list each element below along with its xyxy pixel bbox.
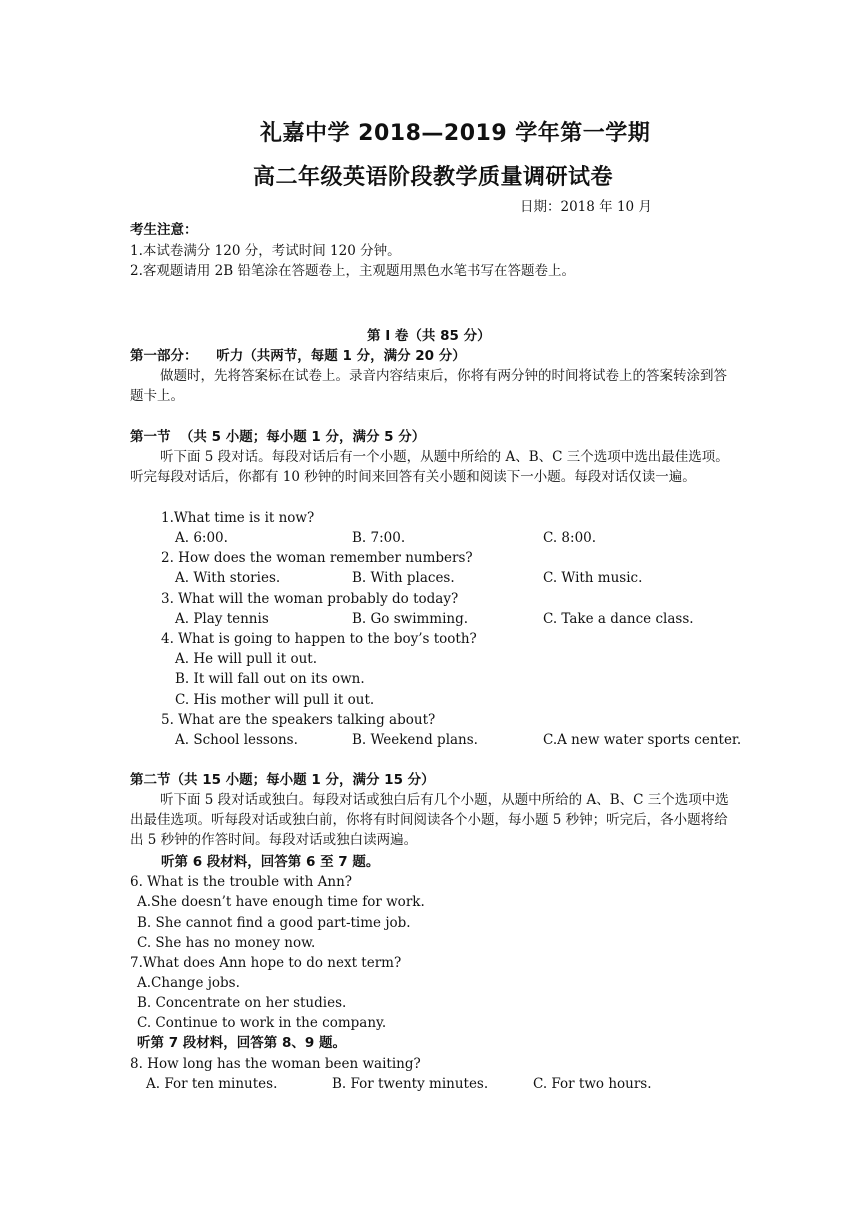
option-b: B. Go swimming. [352,611,469,627]
section2-heading: 第二节（共 15 小题；每小题 1 分，满分 15 分） [130,772,435,788]
option-c: C. For two hours. [533,1076,652,1092]
part1-instruction: 做题时，先将答案标在试卷上。录音内容结束后，你将有两分钟的时间将试卷上的答案转涂到答题卡上。 [130,368,727,405]
option-c: C.A new water sports center. [543,732,742,748]
volume-title: 第 I 卷（共 85 分） [367,328,491,344]
question-2-options [0,568,860,588]
question-3: 3. What will the woman probably do today? [161,591,459,607]
question-4: 4. What is going to happen to the boy’s tooth? [161,631,477,647]
question-6-option-b: B. She cannot find a good part-time job. [137,915,411,931]
exam-title-line1: 礼嘉中学 2018—2019 学年第一学期 [260,121,651,146]
option-b: B. 7:00. [352,530,406,546]
option-a: A. School lessons. [175,732,298,748]
question-4-option-c: C. His mother will pull it out. [175,692,375,708]
option-a: A. Play tennis [175,611,269,627]
notice-heading: 考生注意： [130,222,198,238]
notice-item-2: 2.客观题请用 2B 铅笔涂在答题卷上，主观题用黑色水笔书写在答题卷上。 [130,263,575,279]
question-4-option-b: B. It will fall out on its own. [175,671,365,687]
question-5: 5. What are the speakers talking about? [161,712,436,728]
question-7-option-c: C. Continue to work in the company. [137,1015,387,1031]
question-1-options [0,528,860,548]
question-3-options [0,609,860,629]
section1-heading: 第一节 （共 5 小题；每小题 1 分，满分 5 分） [130,429,426,445]
question-8: 8. How long has the woman been waiting? [130,1056,421,1072]
option-b: B. Weekend plans. [352,732,478,748]
exam-date: 日期：2018 年 10 月 [520,199,652,215]
material-6-heading: 听第 6 段材料，回答第 6 至 7 题。 [161,854,380,870]
question-2: 2. How does the woman remember numbers? [161,550,473,566]
question-6-option-a: A.She doesn’t have enough time for work. [137,894,425,910]
question-6: 6. What is the trouble with Ann? [130,874,353,890]
question-4-option-a: A. He will pull it out. [175,651,318,667]
option-c: C. With music. [543,570,643,586]
option-b: B. With places. [352,570,455,586]
exam-title-line2: 高二年级英语阶段教学质量调研试卷 [253,165,614,190]
question-1: 1.What time is it now? [161,510,315,526]
option-a: A. With stories. [175,570,281,586]
option-a: A. For ten minutes. [146,1076,278,1092]
option-c: C. Take a dance class. [543,611,694,627]
option-a: A. 6:00. [175,530,228,546]
question-6-option-c: C. She has no money now. [137,935,316,951]
part1-heading: 第一部分： 听力（共两节，每题 1 分，满分 20 分） [130,348,466,364]
section1-instruction: 听下面 5 段对话。每段对话后有一个小题，从题中所给的 A、B、C 三个选项中选出最佳选项。听完每段对话后，你都有 10 秒钟的时间来回答有关小题和阅读下一小题。每段对话仅读一遍。 [130,449,729,486]
question-7: 7.What does Ann hope to do next term? [130,955,402,971]
notice-item-1: 1.本试卷满分 120 分，考试时间 120 分钟。 [130,243,401,259]
option-c: C. 8:00. [543,530,597,546]
question-7-option-b: B. Concentrate on her studies. [137,995,347,1011]
question-7-option-a: A.Change jobs. [137,975,240,991]
section2-instruction: 听下面 5 段对话或独白。每段对话或独白后有几个小题，从题中所给的 A、B、C 三个选项中选出最佳选项。听每段对话或独白前，你将有时间阅读各个小题，每小题 5 秒钟；听完后，各小题将给出 5 秒钟的作答时间。每段对话或独白读两遍。 [130,792,729,849]
option-b: B. For twenty minutes. [332,1076,489,1092]
question-5-options [0,730,860,750]
question-8-options [0,1074,860,1094]
material-7-heading: 听第 7 段材料，回答第 8、9 题。 [137,1035,346,1051]
